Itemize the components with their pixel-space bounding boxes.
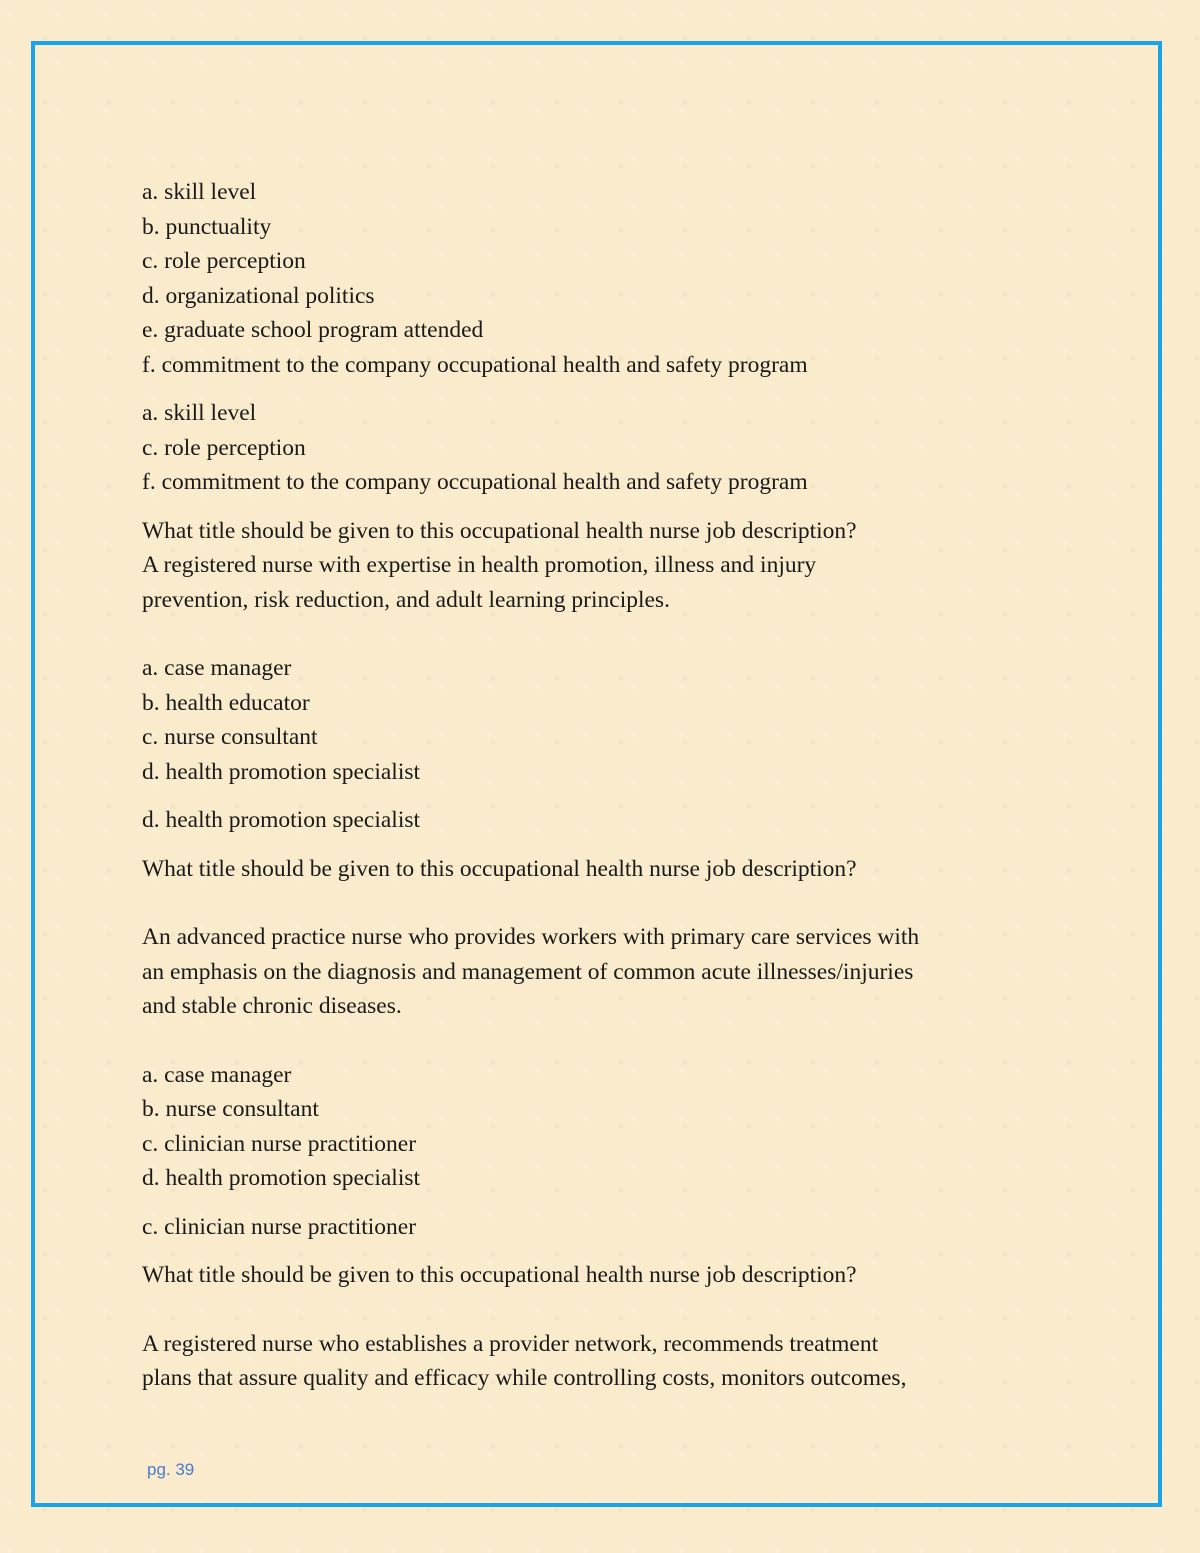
q2-description-line-1: A registered nurse with expertise in health promotion, illness and injury	[142, 552, 817, 578]
q3-option-a: a. case manager	[142, 1061, 292, 1088]
q1-option-e: e. graduate school program attended	[142, 317, 484, 343]
q2-option-c: c. nurse consultant	[142, 724, 318, 750]
q2-option-a: a. case manager	[142, 655, 292, 681]
q2-answer: d. health promotion specialist	[142, 807, 421, 833]
document-content	[142, 175, 1082, 1396]
q1-answer-2: c. role perception	[142, 434, 306, 461]
q4-question: What title should be given to this occupational health nurse job description?	[142, 1262, 857, 1288]
q2-block	[142, 514, 1082, 618]
q2-option-b: b. health educator	[142, 689, 310, 716]
q2-options	[142, 651, 1082, 789]
q1-option-a: a. skill level	[142, 179, 257, 205]
q3-description-line-3: and stable chronic diseases.	[142, 993, 402, 1019]
q4-description-line-2: plans that assure quality and efficacy while controlling costs, monitors outcomes,	[142, 1365, 907, 1391]
q2-question: What title should be given to this occupational health nurse job description?	[142, 517, 857, 544]
q3-description	[142, 920, 1082, 1024]
q1-answers	[142, 396, 1082, 500]
page-number: pg. 39	[147, 1460, 195, 1479]
q1-option-f: f. commitment to the company occupational health and safety program	[142, 351, 808, 378]
q3-options	[142, 1058, 1082, 1196]
q2-option-d: d. health promotion specialist	[142, 758, 421, 785]
q1-answer-3: f. commitment to the company occupational health and safety program	[142, 469, 808, 495]
q4-description	[142, 1327, 1082, 1396]
q3-answer: c. clinician nurse practitioner	[142, 1213, 417, 1240]
q3-option-d: d. health promotion specialist	[142, 1165, 421, 1191]
q1-options	[142, 175, 1082, 382]
q3-option-c: c. clinician nurse practitioner	[142, 1130, 417, 1157]
q1-option-c: c. role perception	[142, 248, 306, 274]
q3-option-b: b. nurse consultant	[142, 1096, 319, 1122]
q3-description-line-2: an emphasis on the diagnosis and management of common acute illnesses/injuries	[142, 958, 914, 985]
q1-answer-1: a. skill level	[142, 400, 257, 426]
q1-option-b: b. punctuality	[142, 213, 272, 240]
q1-option-d: d. organizational politics	[142, 282, 375, 309]
q3-description-line-1: An advanced practice nurse who provides workers with primary care services with	[142, 924, 920, 950]
q4-description-line-1: A registered nurse who establishes a provider network, recommends treatment	[142, 1330, 879, 1357]
q3-question: What title should be given to this occupational health nurse job description?	[142, 855, 857, 882]
q2-description-line-2: prevention, risk reduction, and adult learning principles.	[142, 586, 670, 613]
